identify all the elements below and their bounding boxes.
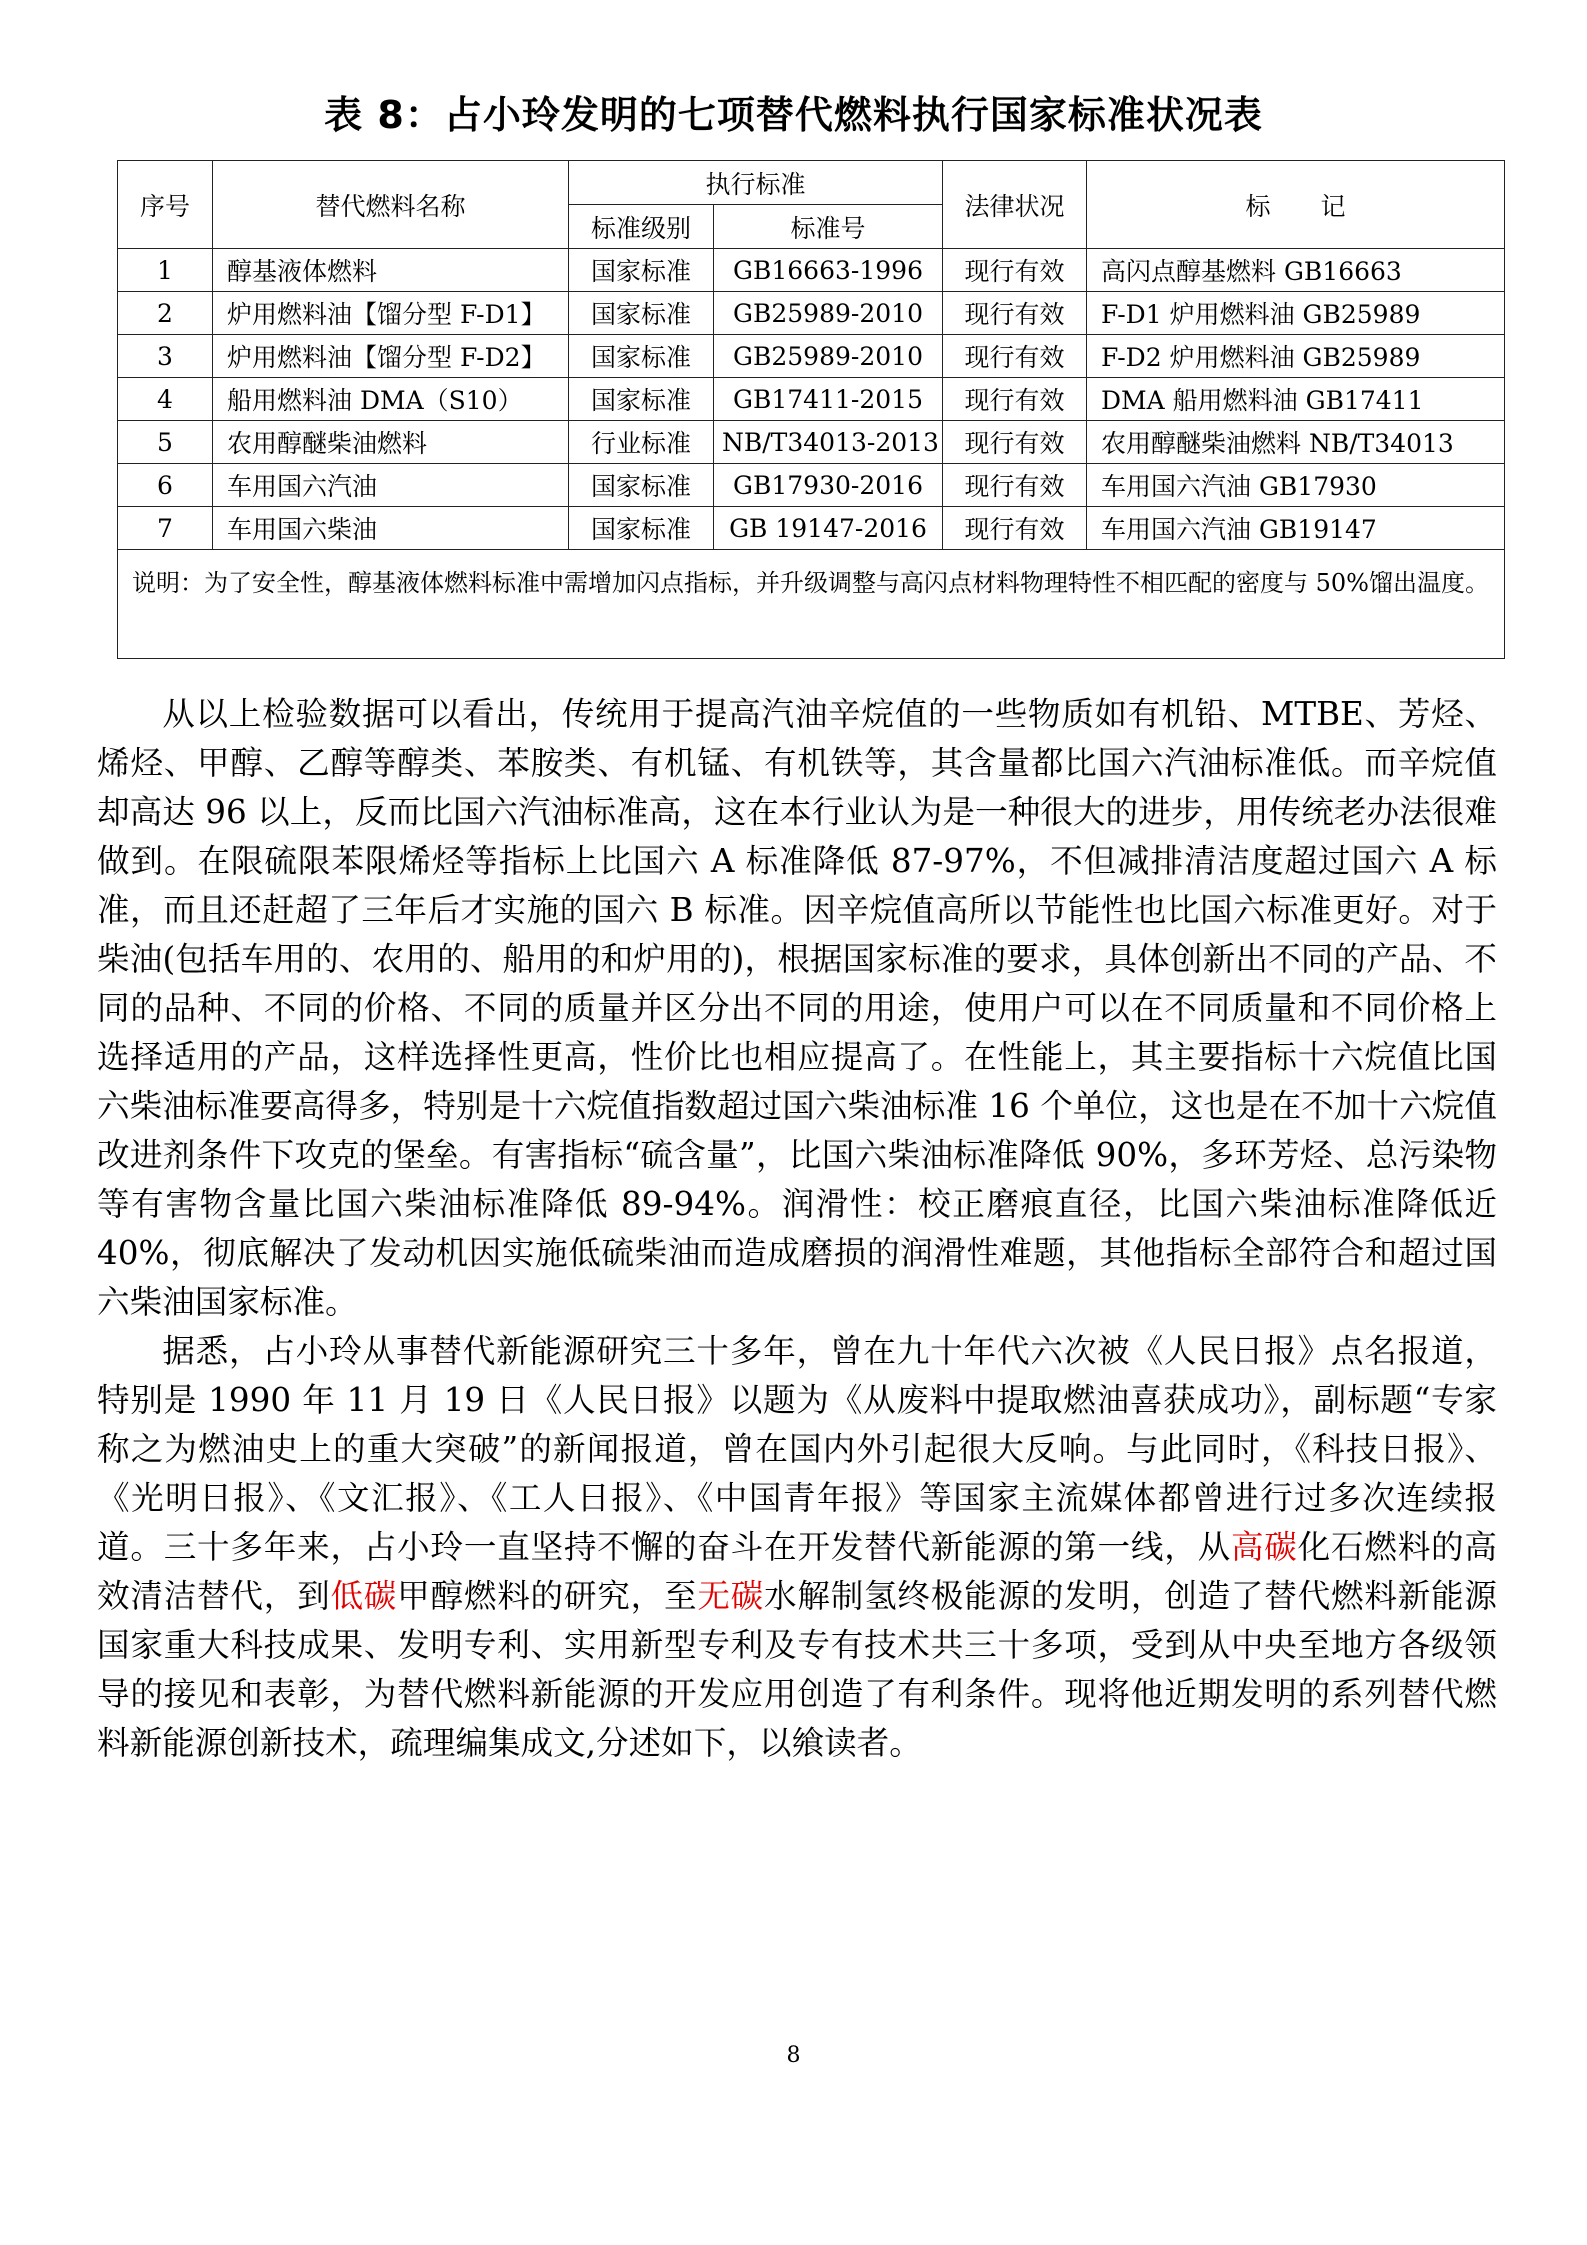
cell-seq: 2 [118,292,213,335]
paragraph-text: 化石燃料的高效清洁替代，到 [97,1528,1497,1615]
cell-mark: 车用国六汽油 GB17930 [1087,464,1505,507]
paragraph-text: 水解制氢终极能源的发明，创造了替代燃料新能源国家重大科技成果、发明专利、实用新型专利及专有技术共三十多项，受到从中央至地方各级领导的接见和表彰，为替代燃料新能源的开发应用创造了有利条件。现将他近期发明的系列替代燃料新能源创新技术，疏理编集成文,分述如下，以飨读者。 [97,1577,1497,1762]
cell-standard-number: GB17930-2016 [714,464,943,507]
header-mark: 标 记 [1087,161,1505,249]
cell-mark: 农用醇醚柴油燃料 NB/T34013 [1087,421,1505,464]
cell-seq: 1 [118,249,213,292]
cell-fuel-name: 车用国六汽油 [213,464,569,507]
table-row [118,378,1505,421]
table-row [118,335,1505,378]
table-row [118,421,1505,464]
cell-standard-level: 国家标准 [569,292,714,335]
cell-standard-number: GB16663-1996 [714,249,943,292]
header-seq: 序号 [118,161,213,249]
cell-fuel-name: 炉用燃料油【馏分型 F-D2】 [213,335,569,378]
cell-standard-level: 国家标准 [569,249,714,292]
table-title: 表 8：占小玲发明的七项替代燃料执行国家标准状况表 [324,93,1263,137]
paragraph-text: 据悉，占小玲从事替代新能源研究三十多年，曾在九十年代六次被《人民日报》点名报道，特别是 1990 年 11 月 19 日《人民日报》以题为《从废料中提取燃油喜获成功》，副标题“专家称之为燃油史上的重大突破”的新闻报道，曾在国内外引起很大反响。与此同时，《科技日报》、《光明日报》、《文汇报》、《工人日报》、《中国青年报》等国家主流媒体都曾进行过多次连续报道。三十多年来，占小玲一直坚持不懈的奋斗在开发替代新能源的第一线，从 [97,1332,1497,1566]
cell-mark: DMA 船用燃料油 GB17411 [1087,378,1505,421]
cell-fuel-name: 炉用燃料油【馏分型 F-D1】 [213,292,569,335]
paragraph-text: 甲醇燃料的研究，至 [397,1577,698,1615]
cell-seq: 4 [118,378,213,421]
table-header-row [118,161,1505,205]
cell-standard-level: 行业标准 [569,421,714,464]
highlight-no-carbon: 无碳 [697,1577,765,1615]
cell-fuel-name: 车用国六柴油 [213,507,569,550]
table-row [118,464,1505,507]
cell-seq: 5 [118,421,213,464]
paragraph-test-results: 从以上检验数据可以看出，传统用于提高汽油辛烷值的一些物质如有机铅、MTBE、芳烃、烯烃、甲醇、乙醇等醇类、苯胺类、有机锰、有机铁等，其含量都比国六汽油标准低。而辛烷值却高达 96 以上，反而比国六汽油标准高，这在本行业认为是一种很大的进步，用传统老办法很难做到。在限硫限苯限烯烃等指标上比国六 A 标准降低 87-97%，不但减排清洁度超过国六 A 标准，而且还赶超了三年后才实施的国六 B 标准。因辛烷值高所以节能性也比国六标准更好。对于柴油(包括车用的、农用的、船用的和炉用的)，根据国家标准的要求，具体创新出不同的产品、不同的品种、不同的价格、不同的质量并区分出不同的用途，使用户可以在不同质量和不同价格上选择适用的产品，这样选择性更高，性价比也相应提高了。在性能上，其主要指标十六烷值比国六柴油标准要高得多，特别是十六烷值指数超过国六柴油标准 16 个单位，这也是在不加十六烷值改进剂条件下攻克的堡垒。有害指标“硫含量”，比国六柴油标准降低 90%，多环芳烃、总污染物等有害物含量比国六柴油标准降低 89-94%。润滑性：校正磨痕直径，比国六柴油标准降低近 40%，彻底解决了发动机因实施低硫柴油而造成磨损的润滑性难题，其他指标全部符合和超过国六柴油国家标准。 [97,695,1497,1321]
cell-seq: 3 [118,335,213,378]
cell-seq: 7 [118,507,213,550]
body-text [97,690,1497,1768]
cell-mark: F-D2 炉用燃料油 GB25989 [1087,335,1505,378]
table-note: 说明：为了安全性，醇基液体燃料标准中需增加闪点指标，并升级调整与高闪点材料物理特性不相匹配的密度与 50%馏出温度。 [118,550,1505,659]
table-note-row [118,550,1505,659]
cell-mark: 车用国六汽油 GB19147 [1087,507,1505,550]
table-row [118,507,1505,550]
cell-standard-level: 国家标准 [569,507,714,550]
cell-standard-number: NB/T34013-2013 [714,421,943,464]
cell-legal-status: 现行有效 [943,507,1087,550]
cell-fuel-name: 醇基液体燃料 [213,249,569,292]
page-number: 8 [786,2043,801,2068]
cell-fuel-name: 船用燃料油 DMA（S10） [213,378,569,421]
cell-standard-number: GB 19147-2016 [714,507,943,550]
cell-mark: 高闪点醇基燃料 GB16663 [1087,249,1505,292]
cell-fuel-name: 农用醇醚柴油燃料 [213,421,569,464]
header-legal-status: 法律状况 [943,161,1087,249]
cell-legal-status: 现行有效 [943,335,1087,378]
cell-standard-number: GB25989-2010 [714,292,943,335]
cell-seq: 6 [118,464,213,507]
cell-standard-level: 国家标准 [569,378,714,421]
table-row [118,249,1505,292]
header-fuel-name: 替代燃料名称 [213,161,569,249]
header-exec-standard: 执行标准 [569,161,943,205]
cell-legal-status: 现行有效 [943,292,1087,335]
cell-standard-level: 国家标准 [569,335,714,378]
cell-standard-number: GB17411-2015 [714,378,943,421]
highlight-low-carbon: 低碳 [330,1577,398,1615]
cell-legal-status: 现行有效 [943,249,1087,292]
highlight-high-carbon: 高碳 [1230,1528,1298,1566]
cell-legal-status: 现行有效 [943,421,1087,464]
table-row [118,292,1505,335]
cell-standard-number: GB25989-2010 [714,335,943,378]
cell-legal-status: 现行有效 [943,464,1087,507]
cell-mark: F-D1 炉用燃料油 GB25989 [1087,292,1505,335]
cell-legal-status: 现行有效 [943,378,1087,421]
standards-table [117,160,1505,659]
header-standard-level: 标准级别 [569,205,714,249]
header-standard-number: 标准号 [714,205,943,249]
cell-standard-level: 国家标准 [569,464,714,507]
paragraph-background [97,1327,1497,1768]
